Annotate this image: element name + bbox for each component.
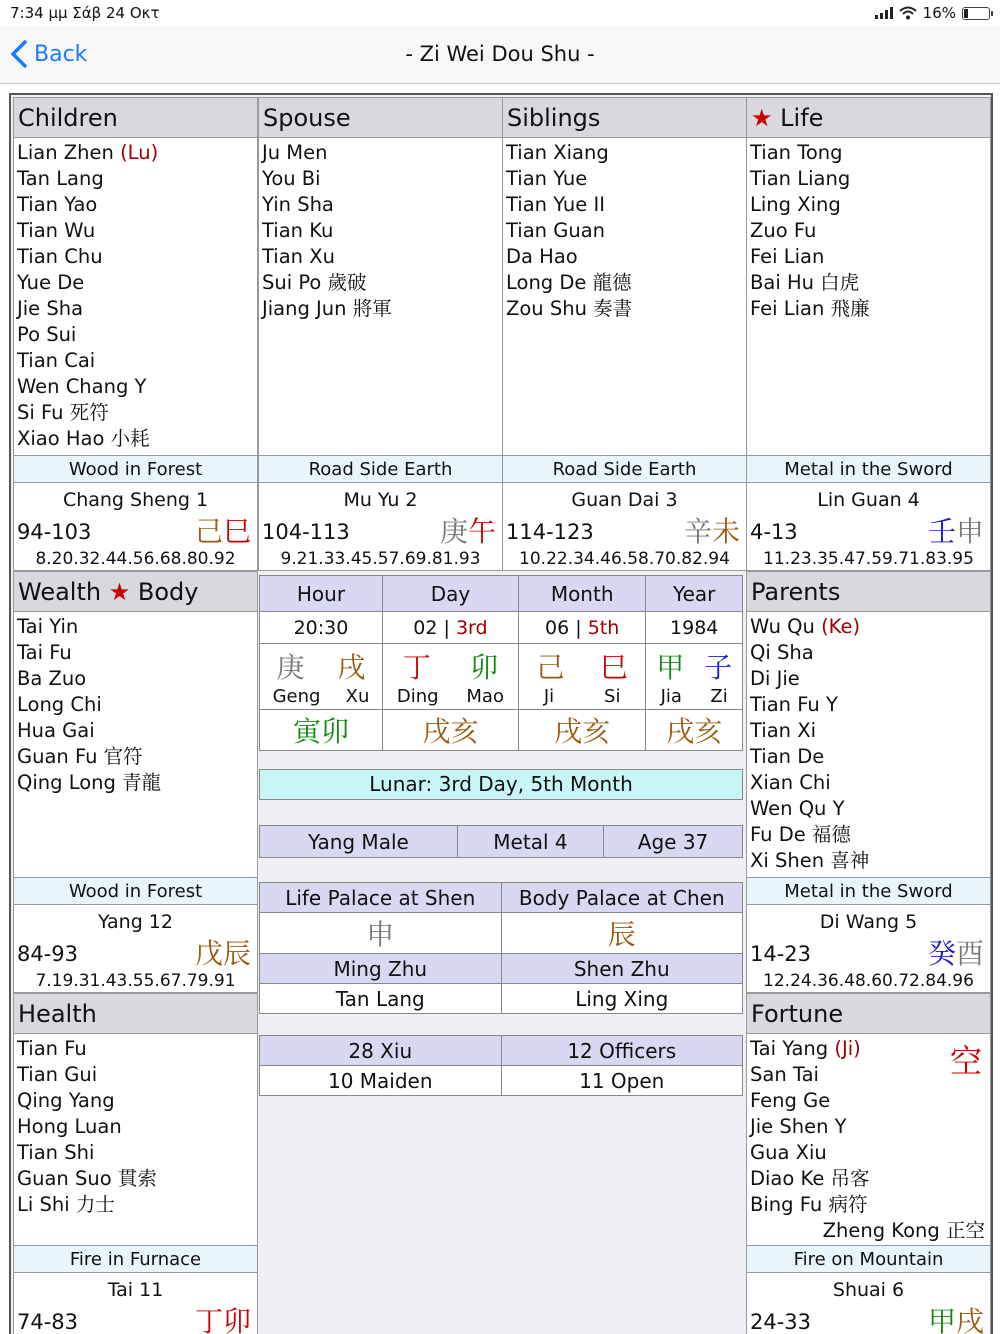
- star-item: Bai Hu 白虎: [750, 271, 860, 294]
- palace-range: 84-93: [17, 942, 79, 966]
- star-item: Tai Yang (Ji): [750, 1037, 861, 1060]
- pillar-day-ganzhi: 丁 卯 Ding Mao: [382, 644, 518, 710]
- star-item: Long De 龍德: [506, 271, 632, 294]
- body-palace-label: Body Palace at Chen: [501, 883, 743, 913]
- star-item: Tian Guan: [506, 219, 606, 242]
- star-item: Gua Xiu: [750, 1141, 827, 1164]
- palace-title: Parents: [747, 572, 990, 612]
- star-item: Wen Qu Y: [750, 797, 845, 820]
- star-list: [750, 140, 987, 322]
- pillar-month-ganzhi: 己 巳 Ji Si: [518, 644, 645, 710]
- palace-title: Health: [14, 994, 257, 1034]
- palace-ganzhi: 庚午: [439, 515, 496, 548]
- palace-ganzhi: 辛未: [683, 515, 740, 548]
- star-item: Yin Sha: [262, 193, 334, 216]
- star-item: Wen Chang Y: [17, 375, 147, 398]
- palace-health[interactable]: [13, 993, 258, 1334]
- star-item: Tian Xiang: [506, 141, 609, 164]
- palace-range: 74-83: [17, 1310, 79, 1334]
- star-item: Li Shi 力士: [17, 1193, 115, 1216]
- body-label: Body: [137, 578, 199, 606]
- star-item: Lian Zhen (Lu): [17, 141, 159, 164]
- palace-stage: Shuai 6: [832, 1279, 905, 1301]
- star-item: Qing Long 青龍: [17, 771, 162, 794]
- officers-label: 12 Officers: [501, 1036, 743, 1066]
- star-item: Tian Wu: [17, 219, 96, 242]
- palace-element: Road Side Earth: [503, 455, 746, 483]
- palace-siblings[interactable]: [502, 97, 747, 571]
- palace-ganzhi: 甲戌: [927, 1305, 984, 1334]
- palace-element: Metal in the Sword: [747, 455, 990, 483]
- star-item: Fei Lian: [750, 245, 825, 268]
- status-time: 7:34 μμ Σάβ 24 Οκτ: [10, 4, 160, 22]
- pillar-hour-value: 20:30: [260, 612, 383, 644]
- palace-ganzhi: 壬申: [927, 515, 984, 548]
- star-item: Tian Chu: [17, 245, 103, 268]
- palace-range: 4-13: [750, 520, 798, 544]
- void-pair-month: 戌亥: [518, 710, 645, 751]
- palace-title: Siblings: [503, 98, 746, 138]
- star-item: Tian Xu: [262, 245, 335, 268]
- battery-icon: [962, 7, 990, 20]
- palace-ganzhi: 己巳: [194, 515, 251, 548]
- info-table: [259, 825, 743, 858]
- star-item: Di Jie: [750, 667, 800, 690]
- star-item: Tian Tong: [750, 141, 843, 164]
- star-item: Tian Yue: [506, 167, 588, 190]
- star-item: Zou Shu 奏書: [506, 297, 633, 320]
- palace-fortune[interactable]: [746, 993, 991, 1334]
- palace-title: Spouse: [259, 98, 502, 138]
- palace-ages: 12.24.36.48.60.72.84.96: [763, 971, 974, 991]
- star-item: Xian Chi: [750, 771, 831, 794]
- palace-stage: Lin Guan 4: [817, 489, 920, 511]
- age-cell: Age 37: [604, 826, 743, 858]
- four-pillars-table: [259, 575, 743, 751]
- transform-note: (Lu): [120, 141, 159, 164]
- star-item: Diao Ke 吊客: [750, 1167, 870, 1190]
- star-item: Tian Liang: [750, 167, 851, 190]
- officer-value: 11 Open: [501, 1066, 743, 1096]
- palace-ages: 10.22.34.46.58.70.82.94: [519, 549, 730, 569]
- palace-stage: Di Wang 5: [819, 911, 918, 933]
- navigation-bar: [0, 26, 1000, 84]
- palace-title: Children: [14, 98, 257, 138]
- star-item: Guan Suo 貫索: [17, 1167, 157, 1190]
- star-list: [17, 140, 254, 452]
- star-item: Jiang Jun 將軍: [262, 297, 392, 320]
- element-cell: Metal 4: [457, 826, 603, 858]
- palace-range: 94-103: [17, 520, 92, 544]
- transform-note: (Ji): [834, 1037, 861, 1060]
- ming-zhu-label: Ming Zhu: [260, 954, 502, 984]
- palace-range: 14-23: [750, 942, 812, 966]
- star-item: Tian Cai: [17, 349, 96, 372]
- signal-icon: [875, 7, 893, 19]
- palace-spouse[interactable]: [258, 97, 503, 571]
- pillar-header-hour: Hour: [260, 576, 383, 612]
- palace-title: ★ Life: [747, 98, 990, 138]
- star-item: Tian Fu: [17, 1037, 87, 1060]
- ziwei-chart: [9, 93, 993, 1334]
- star-icon: ★: [108, 578, 131, 606]
- palace-title: Fortune: [747, 994, 990, 1034]
- star-item: Tian Xi: [750, 719, 817, 742]
- star-item: Guan Fu 官符: [17, 745, 143, 768]
- pillar-year-ganzhi: 甲 子 Jia Zi: [646, 644, 743, 710]
- star-item: Tian Fu Y: [750, 693, 838, 716]
- palace-stage: Guan Dai 3: [571, 489, 678, 511]
- star-list: [17, 614, 254, 796]
- star-item: Zuo Fu: [750, 219, 817, 242]
- void-pair-hour: 寅卯: [260, 710, 383, 751]
- pillar-hour-ganzhi: 庚 戌 Geng Xu: [260, 644, 383, 710]
- palace-element: Fire in Furnace: [14, 1245, 257, 1273]
- star-item: Wu Qu (Ke): [750, 615, 861, 638]
- page-title: - Zi Wei Dou Shu -: [405, 42, 595, 66]
- battery-percent: 16%: [922, 4, 956, 22]
- wifi-icon: [899, 6, 917, 20]
- palace-ganzhi: 戊辰: [194, 937, 251, 970]
- star-item: Sui Po 歲破: [262, 271, 367, 294]
- pillar-header-day: Day: [382, 576, 518, 612]
- palace-ages: 7.19.31.43.55.67.79.91: [35, 971, 236, 991]
- palace-ages: 9.21.33.45.57.69.81.93: [280, 549, 481, 569]
- star-item: Bing Fu 病符: [750, 1193, 868, 1216]
- shen-zhu-label: Shen Zhu: [501, 954, 743, 984]
- palace-stage: Chang Sheng 1: [62, 489, 209, 511]
- star-item: Long Chi: [17, 693, 102, 716]
- life-palace-branch: 申: [260, 913, 502, 954]
- void-mark: 空: [949, 1042, 982, 1080]
- star-item: Jie Sha: [17, 297, 84, 320]
- void-pair-year: 戌亥: [646, 710, 743, 751]
- palace-element: Road Side Earth: [259, 455, 502, 483]
- palace-parents[interactable]: [746, 571, 991, 993]
- star-list: [262, 140, 499, 322]
- pillar-day-value: 02 | 3rd: [382, 612, 518, 644]
- star-item: Ba Zuo: [17, 667, 87, 690]
- star-item: Tian De: [750, 745, 825, 768]
- star-item: Xiao Hao 小耗: [17, 427, 150, 450]
- palace-wealth[interactable]: [13, 571, 258, 993]
- palace-ganzhi: 癸酉: [927, 937, 984, 970]
- palace-element: Metal in the Sword: [747, 877, 990, 905]
- palace-ages: 11.23.35.47.59.71.83.95: [763, 549, 974, 569]
- star-item: Yue De: [17, 271, 85, 294]
- xiu-label: 28 Xiu: [260, 1036, 502, 1066]
- lunar-date: Lunar: 3rd Day, 5th Month: [259, 769, 743, 800]
- palace-stage: Yang 12: [98, 911, 173, 933]
- star-item: Ling Xing: [750, 193, 841, 216]
- back-label: Back: [34, 41, 88, 67]
- star-item: San Tai: [750, 1063, 819, 1086]
- palace-element: Wood in Forest: [14, 455, 257, 483]
- void-pair-day: 戌亥: [382, 710, 518, 751]
- status-right: [875, 4, 990, 22]
- palace-element: Fire on Mountain: [747, 1245, 990, 1273]
- star-item: Hua Gai: [17, 719, 95, 742]
- star-icon: ★: [751, 104, 773, 132]
- palace-range: 104-113: [262, 520, 350, 544]
- pillar-header-year: Year: [646, 576, 743, 612]
- star-item: Fu De 福德: [750, 823, 851, 846]
- star-item: Ju Men: [262, 141, 328, 164]
- xiu-officers-table: [259, 1035, 743, 1096]
- palace-ganzhi: 丁卯: [194, 1305, 251, 1334]
- pillar-year-value: 1984: [646, 612, 743, 644]
- palace-life[interactable]: [746, 97, 991, 571]
- pillar-month-value: 06 | 5th: [518, 612, 645, 644]
- star-list: [750, 1036, 987, 1244]
- star-item: Tian Shi: [17, 1141, 95, 1164]
- palace-title: Wealth ★ Body: [14, 572, 257, 612]
- body-palace-branch: 辰: [501, 913, 743, 954]
- palace-range: 24-33: [750, 1310, 812, 1334]
- star-item: Tian Yao: [17, 193, 98, 216]
- star-item: Tai Fu: [17, 641, 72, 664]
- star-list: [750, 614, 987, 874]
- star-item: Jie Shen Y: [750, 1115, 847, 1138]
- star-item: Tan Lang: [17, 167, 104, 190]
- palace-ages: 8.20.32.44.56.68.80.92: [35, 549, 236, 569]
- pillar-header-month: Month: [518, 576, 645, 612]
- star-item: Tian Yue II: [506, 193, 605, 216]
- shen-zhu-value: Ling Xing: [501, 984, 743, 1014]
- star-item: Tian Ku: [262, 219, 334, 242]
- star-item: Feng Ge: [750, 1089, 831, 1112]
- life-palace-label: Life Palace at Shen: [260, 883, 502, 913]
- palace-location-table: [259, 882, 743, 1014]
- status-bar: [0, 0, 1000, 26]
- palace-stage: Mu Yu 2: [343, 489, 418, 511]
- palace-children[interactable]: [13, 97, 258, 571]
- star-item: Qi Sha: [750, 641, 814, 664]
- xiu-value: 10 Maiden: [260, 1066, 502, 1096]
- star-list: [506, 140, 743, 322]
- star-list: [17, 1036, 254, 1218]
- star-item: Tai Yin: [17, 615, 79, 638]
- star-item: Zheng Kong 正空: [822, 1219, 985, 1242]
- palace-range: 114-123: [506, 520, 594, 544]
- gender-cell: Yang Male: [260, 826, 458, 858]
- star-item: Po Sui: [17, 323, 77, 346]
- star-item: You Bi: [262, 167, 321, 190]
- star-item: Si Fu 死符: [17, 401, 109, 424]
- palace-stage: Tai 11: [107, 1279, 164, 1301]
- transform-note: (Ke): [821, 615, 861, 638]
- star-item: Qing Yang: [17, 1089, 115, 1112]
- star-item: Fei Lian 飛廉: [750, 297, 870, 320]
- star-item: Hong Luan: [17, 1115, 122, 1138]
- star-item: Tian Gui: [17, 1063, 98, 1086]
- star-item: Da Hao: [506, 245, 578, 268]
- ming-zhu-value: Tan Lang: [260, 984, 502, 1014]
- palace-element: Wood in Forest: [14, 877, 257, 905]
- star-item: Xi Shen 喜神: [750, 849, 870, 872]
